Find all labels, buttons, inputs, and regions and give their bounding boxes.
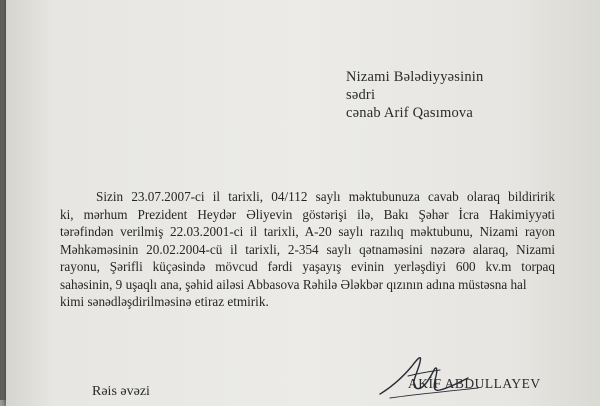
signatory-name: AKİF ABDULLAYEV [408,376,541,391]
addressee-line-1: Nizami Bələdiyyəsinin [346,69,484,85]
body-line-6: sahəsinin, 9 uşaqlı ana, şəhid ailəsi Abbasova Rəhilə Ələkbər qızının adına müstəsna hal [60,276,527,292]
letter-body [60,188,555,311]
body-line-2: ki, mərhum Prezident Heydər Əliyevin göstərişi ilə, Bakı Şəhər İcra Hakimiyyəti [60,206,555,222]
addressee-line-2: sədri [346,87,376,103]
body-line-4: Məhkəməsinin 20.02.2004-cü il tarixli, 2-354 saylı qətnaməsini nəzərə alaraq, Nizami [60,241,555,257]
addressee-block [346,68,484,122]
handwritten-signature [360,348,490,400]
body-line-5: rayonu, Şərifli küçəsində mövcud fərdi yaşayış evinin yerləşdiyi 600 kv.m torpaq [60,259,555,274]
body-line-1: Sizin 23.07.2007-ci il tarixli, 04/112 saylı məktubunuza cavab olaraq bildiririk [96,189,555,204]
body-line-3: tərəfindən verilmiş 22.03.2001-ci il tarixli, A-20 saylı razılıq məktubunu, Nizami rayon [60,224,555,239]
addressee-line-3: cənab Arif Qasımova [346,105,474,121]
body-line-7: kimi sənədləşdirilməsinə etiraz etmirik. [60,294,269,309]
signatory-position: Rəis əvəzi [92,384,150,399]
